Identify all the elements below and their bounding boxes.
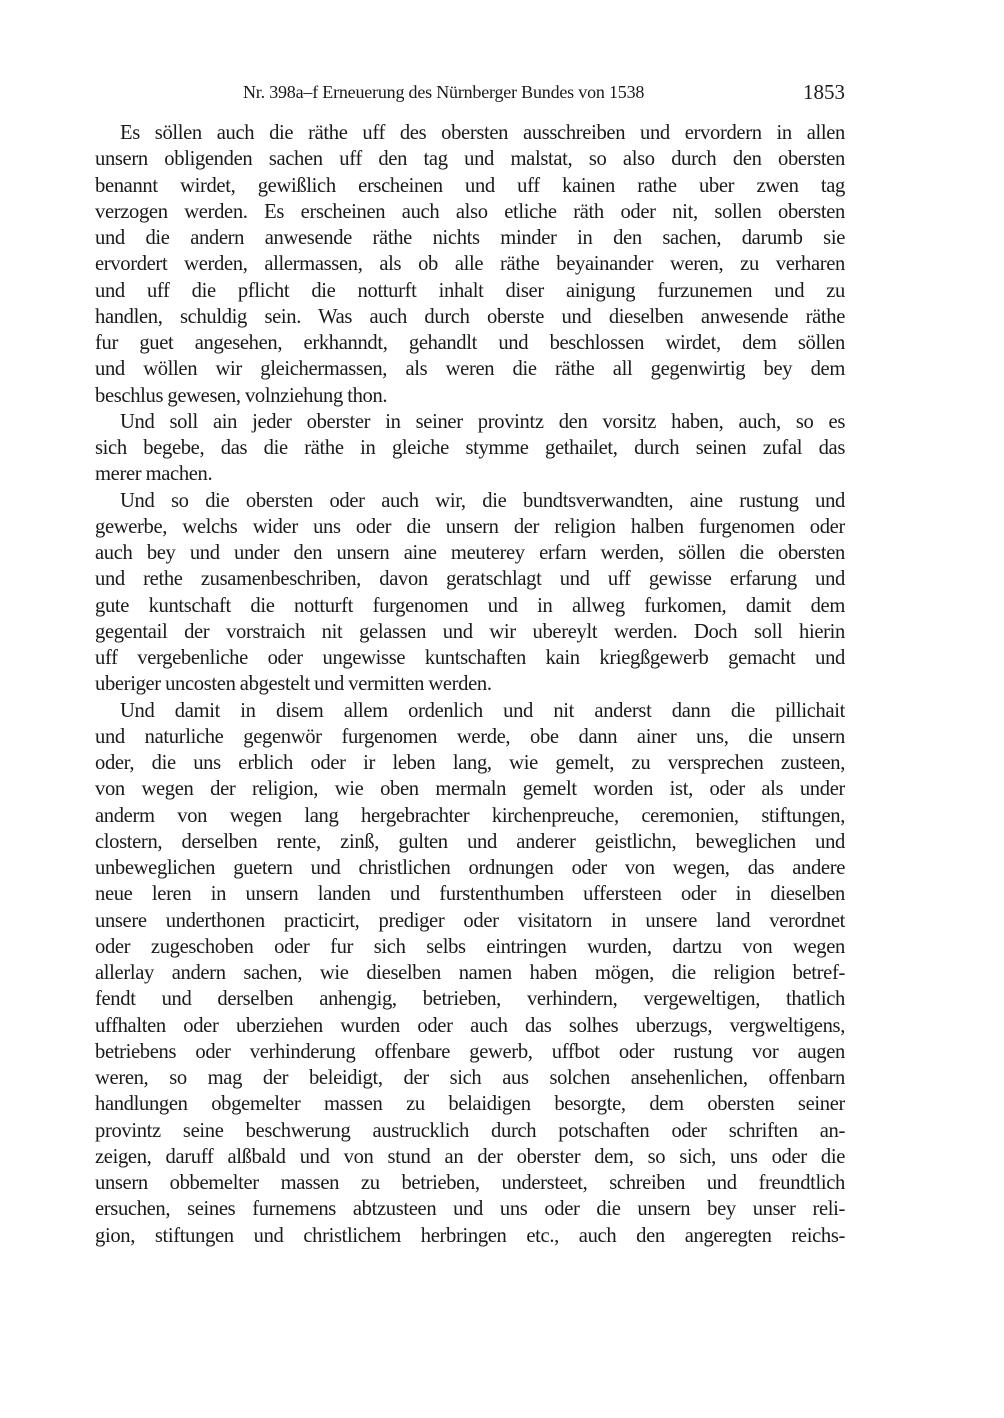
text-line: zeigen, daruff alßbald und von stund an der oberster dem, so sich, uns oder die	[95, 1145, 845, 1168]
paragraph-first-line: Und soll ain jeder oberster in seiner provintz den vorsitz haben, auch, so es	[120, 410, 845, 433]
text-line: verzogen werden. Es erscheinen auch also etliche räth oder nit, sollen obersten	[95, 200, 845, 223]
paragraph-first-line: Und damit in disem allem ordenlich und nit anderst dann die pillichait	[120, 699, 845, 722]
running-title: Nr. 398a–f Erneuerung des Nürnberger Bundes von 1538	[243, 82, 645, 102]
body-text	[95, 120, 845, 1249]
text-line: oder zugeschoben oder fur sich selbs eintringen wurden, dartzu von wegen	[95, 935, 845, 958]
text-line: uff vergebenliche oder ungewisse kuntschaften kain kriegßgewerb gemacht und	[95, 647, 845, 669]
text-line: von wegen der religion, wie oben mermaln gemelt worden ist, oder als under	[95, 778, 845, 801]
paragraph-first-line: Und so die obersten oder auch wir, die bundtsverwandten, aine rustung und	[120, 489, 845, 512]
text-line: fendt und derselben anhengig, betrieben, verhindern, vergeweltigen, thatlich	[95, 988, 845, 1011]
text-line: und uff die pflicht die notturft inhalt diser ainigung furzunemen und zu	[95, 279, 845, 302]
text-line: ervordert werden, allermassen, als ob alle räthe beyainander weren, zu verharen	[95, 253, 845, 276]
text-line: neue leren in unsern landen und furstenthumben uffersteen oder in dieselben	[95, 883, 845, 906]
text-line: uberiger uncosten abgestelt und vermitten werden.	[95, 673, 492, 696]
text-line: und die andern anwesende räthe nichts minder in den sachen, darumb sie	[95, 227, 845, 249]
text-line: gute kuntschaft die notturft furgenomen und in allweg furkomen, damit dem	[95, 594, 845, 617]
text-line: uffhalten oder uberziehen wurden oder auch das solhes uberzugs, vergweltigens,	[95, 1014, 845, 1037]
text-line: clostern, derselben rente, zinß, gulten und anderer geistlichn, beweglichen und	[95, 830, 845, 853]
text-line: oder, die uns erblich oder ir leben lang, wie gemelt, zu versprechen zusteen,	[95, 752, 845, 774]
text-line: auch bey und under den unsern aine meuterey erfarn werden, söllen die obersten	[95, 542, 845, 564]
text-line: und wöllen wir gleichermassen, als weren die räthe all gegenwirtig bey dem	[95, 358, 845, 381]
text-line: merer machen.	[95, 463, 213, 486]
text-line: handlen, schuldig sein. Was auch durch oberste und dieselben anwesende räthe	[95, 305, 845, 328]
text-line: handlungen obgemelter massen zu belaidigen besorgte, dem obersten seiner	[95, 1093, 845, 1116]
text-line: unsern obligenden sachen uff den tag und malstat, so also durch den obersten	[95, 148, 845, 171]
text-line: gewerbe, welchs wider uns oder die unsern der religion halben furgenomen oder	[95, 515, 845, 538]
text-line: ersuchen, seines furnemens abtzusteen und uns oder die unsern bey unser reli-	[95, 1198, 845, 1221]
paragraph-first-line: Es söllen auch die räthe uff des obersten ausschreiben und ervordern in allen	[120, 122, 845, 144]
text-line: und naturliche gegenwör furgenomen werde, obe dann ainer uns, die unsern	[95, 725, 845, 748]
page-number: 1853	[803, 80, 845, 104]
text-line: sich begebe, das die räthe in gleiche stymme gethailet, durch seinen zufal das	[95, 437, 845, 459]
text-line: provintz seine beschwerung austrucklich durch potschaften oder schriften an-	[95, 1119, 845, 1142]
text-line: benannt wirdet, gewißlich erscheinen und uff kainen rathe uber zwen tag	[95, 174, 845, 197]
text-line: weren, so mag der beleidigt, der sich aus solchen ansehenlichen, offenbarn	[95, 1067, 845, 1089]
text-line: unsere underthonen practicirt, prediger oder visitatorn in unsere land verordnet	[95, 909, 845, 932]
text-line: anderm von wegen lang hergebrachter kirchenpreuche, ceremonien, stiftungen,	[95, 804, 845, 827]
text-line: allerlay andern sachen, wie dieselben namen haben mögen, die religion betref-	[95, 962, 845, 984]
running-header	[95, 80, 845, 106]
text-line: betriebens oder verhinderung offenbare gewerb, uffbot oder rustung vor augen	[95, 1040, 845, 1063]
text-line: gion, stiftungen und christlichem herbringen etc., auch den angeregten reichs-	[95, 1224, 845, 1247]
text-line: unbeweglichen guetern und christlichen ordnungen oder von wegen, das andere	[95, 857, 845, 879]
text-line: und rethe zusamenbeschriben, davon geratschlagt und uff gewisse erfarung und	[95, 568, 845, 591]
text-line: beschlus gewesen, volnziehung thon.	[95, 384, 388, 407]
text-line: unsern obbemelter massen zu betrieben, understeet, schreiben und freundtlich	[95, 1172, 845, 1194]
text-line: fur guet angesehen, erkhanndt, gehandlt und beschlossen wirdet, dem söllen	[95, 332, 845, 354]
text-line: gegentail der vorstraich nit gelassen und wir ubereylt werden. Doch soll hierin	[95, 620, 845, 643]
